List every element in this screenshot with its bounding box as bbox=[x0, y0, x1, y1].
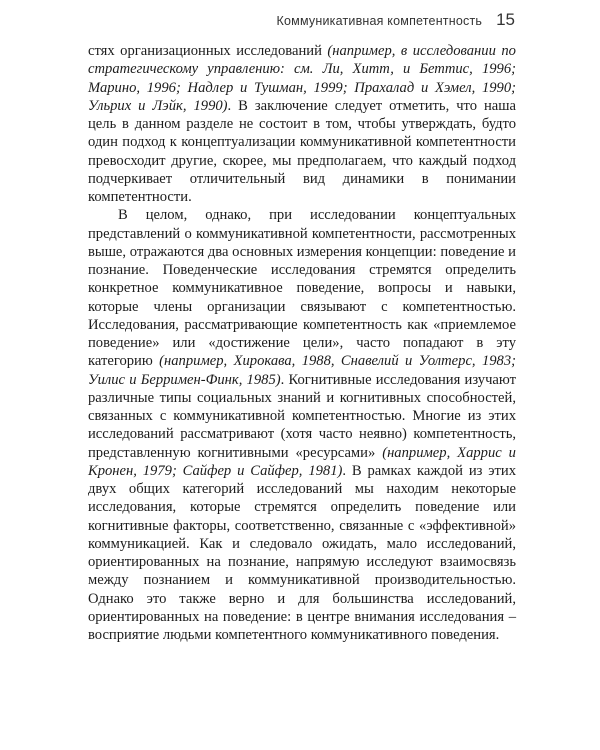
paragraph-2 bbox=[88, 206, 516, 644]
text-run: . В заключение следует отметить, что наша цель в данном разделе не состоит в том, чтобы утверждать, будто один подход к концептуализации коммуникативной компетентности превосходит другие, скорее, мы предполагаем, что каждый подход подчеркивает отличительный вид динамики в понимании компетентности. bbox=[88, 97, 516, 205]
text-run: В целом, однако, при исследовании концептуальных представлений о коммуникативной компетентности, рассмотренных выше, отражаются два основных измерения концепции: поведение и познание. Поведенческие исследования стремятся определить конкретное коммуникативное поведение, вопросы и навыки, которые члены организации связывают с компетентностью. Исследования, рассматривающие компетентность как «приемлемое поведение» или «достижение цели», часто попадают в эту категорию bbox=[88, 207, 516, 370]
text-run: стях организационных исследований bbox=[88, 43, 328, 59]
body-text bbox=[88, 42, 516, 644]
citation: (например, Харрис и Кронен, 1979; Сайфер и Сайфер, 1981) bbox=[88, 444, 516, 479]
citation: (например, Хирокава, 1988, Снавелий и Уолтерс, 1983; Уилис и Берримен-Финк, 1985) bbox=[88, 353, 517, 388]
text-run: . Когнитивные исследования изучают различные типы социальных знаний и когнитивных способностей, связанных с коммуникативной компетентностью. Многие из этих исследований рассматривают (хотя часто неявно) компетентность, представленную когнитивными «ресурсами» bbox=[88, 371, 516, 461]
running-head bbox=[277, 10, 515, 30]
running-head-title: Коммуникативная компетентность bbox=[276, 14, 483, 28]
page-number: 15 bbox=[496, 10, 515, 29]
text-run: . В рамках каждой из этих двух общих категорий исследований мы находим некоторые исследования, которые стремятся определить поведение или когнитивные факторы, соответственно, связанные с «эффективной» коммуникацией. Как и следовало ожидать, мало исследований, ориентированных на познание, напрямую исследуют взаимосвязь между познанием и коммуникативной производительностью. Однако это также верно и для большинства исследований, ориентированных на поведение: в центре внимания исследования – восприятие людьми компетентного коммуникативного поведения. bbox=[88, 462, 516, 643]
paragraph-1 bbox=[88, 42, 516, 206]
citation: (например, в исследовании по стратегическому управлению: см. Ли, Хитт, и Беттис, 1996; Марино, 1996; Надлер и Тушман, 1999; Прахалад и Хэмел, 1990; Ульрих и Лэйк, 1990) bbox=[88, 43, 516, 114]
